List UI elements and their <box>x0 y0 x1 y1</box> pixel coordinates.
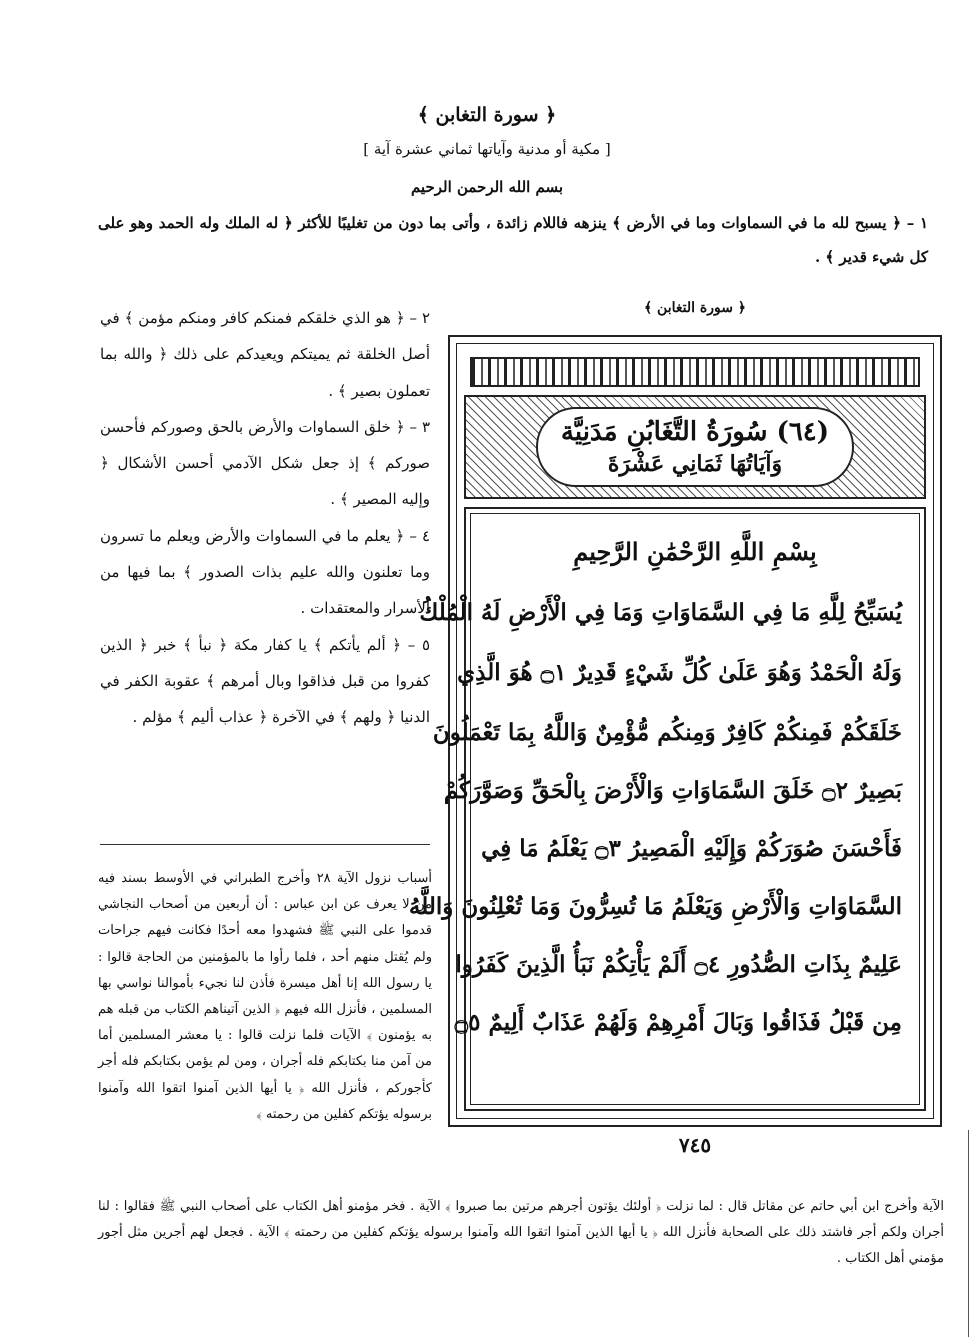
footnote-divider <box>100 844 430 845</box>
quran-line: وَلَهُ الْحَمْدُ وَهُوَ عَلَىٰ كُلِّ شَيْءٍ قَدِيرٌ ۝١ هُوَ الَّذِي <box>457 659 902 686</box>
quran-line: بَصِيرٌ ۝٢ خَلَقَ السَّمَاوَاتِ وَالْأَرْضَ بِالْحَقِّ وَصَوَّرَكُمْ <box>443 777 902 804</box>
footnote-text: أسباب نزول الآية ٢٨ وأخرج الطبراني في الأوسط بسند فيه من لا يعرف عن ابن عباس : أن أربعين من أصحاب النجاشي قدموا على النبي ﷺ فشهدوا معه أحدًا فكانت فيهم جراحات ولم يُقتل منهم أحد ، فلما رأوا ما بالمؤمنين من الحاجة قالوا : يا رسول الله إنا أهل ميسرة فأذن لنا نجيء بأموالنا نواسي بها المسلمين ، فأنزل الله فيهم ﴿ الذين آتيناهم الكتاب من قبله هم به يؤمنون ﴾ الآيات فلما نزلت قالوا : يا معشر المسلمين أما من آمن منا بكتابكم فله أجران ، ومن لم يؤمن بكتابكم فله أجر كأجوركم ، فأنزل الله ﴿ يا أيها الذين آمنوا اتقوا الله وآمنوا برسوله يؤتكم كفلين من رحمته ﴾ <box>98 871 433 1122</box>
verse-1-commentary: ١ – ﴿ يسبح لله ما في السماوات وما في الأرض ﴾ ينزهه فاللام زائدة ، وأتى بما دون من تغليبًا للأكثر ﴿ له الملك وله الحمد وهو على كل شيء قدير ﴾ . <box>98 214 928 266</box>
verse-3-commentary: ٣ – ﴿ خلق السماوات والأرض بالحق وصوركم فأحسن صوركم ﴾ إذ جعل شكل الآدمي أحسن الأشكال ﴿ وإليه المصير ﴾ . <box>100 417 430 509</box>
quran-line: فَأَحْسَنَ صُوَرَكُمْ وَإِلَيْهِ الْمَصِيرُ ۝٣ يَعْلَمُ مَا فِي <box>481 835 902 862</box>
quran-line: يُسَبِّحُ لِلَّهِ مَا فِي السَّمَاوَاتِ وَمَا فِي الْأَرْضِ لَهُ الْمُلْكُ <box>419 599 902 626</box>
quran-line: خَلَقَكُمْ فَمِنكُمْ كَافِرٌ وَمِنكُم مُّؤْمِنٌ وَاللَّهُ بِمَا تَعْمَلُونَ <box>432 719 902 746</box>
revelation-note: [ مكية أو مدنية وآياتها ثماني عشرة آية ] <box>363 140 611 158</box>
footnote-full-width <box>98 1194 944 1272</box>
commentary-column <box>100 300 430 736</box>
basmala-heading: بسم الله الرحمن الرحيم <box>410 178 564 196</box>
quran-line: السَّمَاوَاتِ وَالْأَرْضِ وَيَعْلَمُ مَا تُسِرُّونَ وَمَا تُعْلِنُونَ وَاللَّهُ <box>408 893 902 920</box>
ornamental-band <box>470 357 920 387</box>
page-edge-line <box>968 1130 969 1337</box>
verse-2-commentary: ٢ – ﴿ هو الذي خلقكم فمنكم كافر ومنكم مؤمن ﴾ في أصل الخلقة ثم يميتكم ويعيدكم على ذلك ﴿ والله بما تعملون بصير ﴾ . <box>100 309 430 400</box>
cartouche-title: (٦٤) سُورَةُ التَّغَابُنِ مَدَنِيَّة <box>560 417 830 447</box>
cartouche-verse-count: وَآيَاتُهَا ثَمَانِي عَشْرَةَ <box>607 451 783 477</box>
verse-5-commentary: ٥ – ﴿ ألم يأتكم ﴾ يا كفار مكة ﴿ نبأ ﴾ خبر ﴿ الذين كفروا من قبل فذاقوا وبال أمرهم ﴾ عقوبة الكفر في الدنيا ﴿ ولهم ﴾ في الآخرة ﴿ عذاب أليم ﴾ مؤلم . <box>100 635 430 727</box>
footnote-column <box>98 866 432 1128</box>
mushaf-basmala: بِسْمِ اللَّهِ الرَّحْمَٰنِ الرَّحِيمِ <box>573 537 817 566</box>
sura-title: ﴿ سورة التغابن ﴾ <box>417 104 557 126</box>
quran-line: مِن قَبْلُ فَذَاقُوا وَبَالَ أَمْرِهِمْ وَلَهُمْ عَذَابٌ أَلِيمٌ ۝٥ <box>454 1009 902 1036</box>
sura-header-panel <box>464 395 926 499</box>
quran-line: عَلِيمٌ بِذَاتِ الصُّدُورِ ۝٤ أَلَمْ يَأْتِكُمْ نَبَأُ الَّذِينَ كَفَرُوا <box>455 951 902 978</box>
footnote-text: الآية وأخرج ابن أبي حاتم عن مقاتل قال : لما نزلت ﴿ أولئك يؤتون أجرهم مرتين بما صبروا ﴾ الآية . فخر مؤمنو أهل الكتاب على أصحاب النبي ﷺ فقالوا : لنا أجران ولكم أجر فاشتد ذلك على الصحابة فأنزل الله ﴿ يا أيها الذين آمنوا اتقوا الله وآمنوا برسوله يؤتكم كفلين من رحمته ﴾ الآية . فجعل لهم أجرين مثل أجور مؤمني أهل الكتاب . <box>98 1199 944 1266</box>
mushaf-caption: ﴿ سورة التغابن ﴾ <box>643 300 747 316</box>
verse-4-commentary: ٤ – ﴿ يعلم ما في السماوات والأرض ويعلم ما تسرون وما تعلنون والله عليم بذات الصدور ﴾ بما فيها من الأسرار والمعتقدات . <box>100 526 430 618</box>
mushaf-frame <box>408 335 942 1127</box>
sura-cartouche <box>536 407 854 487</box>
quran-text-panel <box>408 507 926 1111</box>
page-number: ٧٤٥ <box>678 1133 712 1157</box>
